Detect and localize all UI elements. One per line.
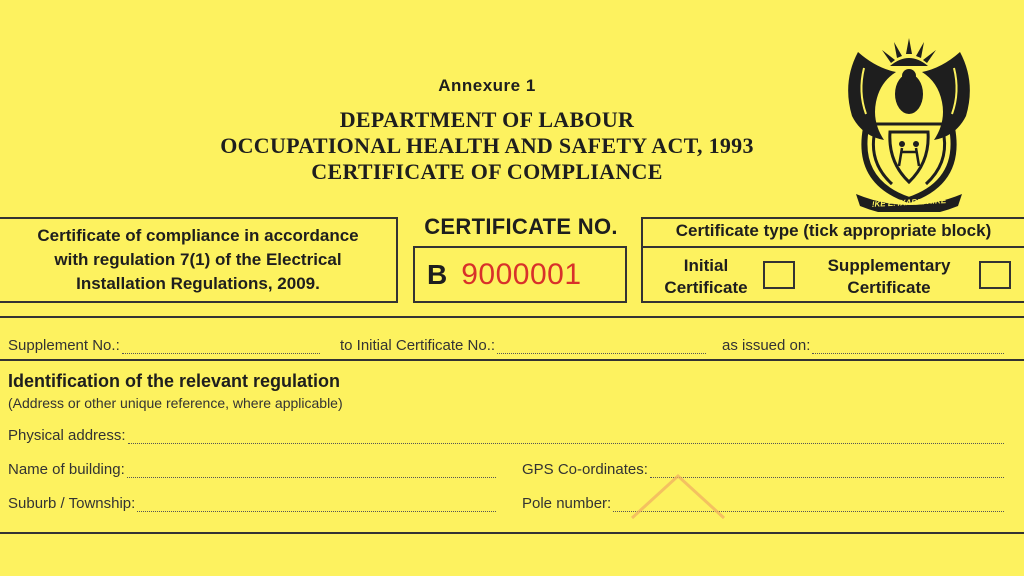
coat-of-arms-icon	[836, 32, 982, 212]
gps-coordinates-label: GPS Co-ordinates:	[522, 461, 648, 478]
compliance-line-1: Certificate of compliance in accordance	[37, 226, 359, 245]
compliance-line-2: with regulation 7(1) of the Electrical	[54, 250, 342, 269]
certificate-type-divider	[643, 246, 1024, 248]
certificate-number-label: CERTIFICATE NO.	[424, 214, 618, 239]
name-of-building-input[interactable]	[127, 465, 496, 478]
pole-number-label: Pole number:	[522, 495, 612, 512]
issued-on-label: as issued on:	[722, 337, 811, 354]
department-title: DEPARTMENT OF LABOUR	[339, 107, 635, 132]
initial-label-line-1: Initial	[683, 256, 729, 275]
compliance-line-3: Installation Regulations, 2009.	[76, 274, 320, 293]
initial-cert-no-input[interactable]	[497, 341, 706, 354]
certificate-type-title: Certificate type (tick appropriate block)	[675, 221, 992, 240]
initial-certificate-checkbox[interactable]	[763, 261, 795, 289]
initial-certificate-label	[651, 255, 761, 299]
initial-label-line-2: Certificate	[664, 278, 748, 297]
name-of-building-label: Name of building:	[8, 461, 125, 478]
supplementary-label-line-1: Supplementary	[827, 256, 951, 275]
physical-address-input[interactable]	[128, 431, 1004, 444]
identification-title: Identification of the relevant regulation	[8, 371, 341, 391]
pole-number-field	[522, 495, 1004, 512]
certificate-number-box	[413, 246, 627, 303]
physical-address-field	[8, 427, 1004, 444]
certificate-number: 9000001	[461, 257, 582, 291]
physical-address-label: Physical address:	[8, 427, 126, 444]
supplement-no-input[interactable]	[122, 341, 320, 354]
row-divider	[0, 359, 1024, 361]
issued-on-field	[722, 337, 1004, 354]
compliance-statement-box	[0, 217, 398, 303]
chevron-watermark-icon	[628, 470, 728, 522]
certificate-title: CERTIFICATE OF COMPLIANCE	[311, 159, 663, 184]
supplementary-label-line-2: Certificate	[847, 278, 931, 297]
certificate-prefix: B	[427, 258, 448, 290]
suburb-township-label: Suburb / Township:	[8, 495, 136, 512]
supplement-no-label: Supplement No.:	[8, 337, 120, 354]
initial-cert-no-label: to Initial Certificate No.:	[340, 337, 496, 354]
name-of-building-field	[8, 461, 496, 478]
supplementary-certificate-checkbox[interactable]	[979, 261, 1011, 289]
suburb-township-input[interactable]	[137, 499, 496, 512]
initial-cert-no-field	[340, 337, 706, 354]
supplement-no-field	[8, 337, 320, 354]
certificate-type-box	[641, 217, 1024, 303]
act-title: OCCUPATIONAL HEALTH AND SAFETY ACT, 1993	[220, 133, 754, 158]
supplementary-certificate-label	[823, 255, 955, 299]
issued-on-input[interactable]	[812, 341, 1004, 354]
annexure-label: Annexure 1	[438, 76, 536, 95]
coat-of-arms-motto: !KE E: /XARRA //KE	[871, 196, 947, 209]
gps-coordinates-field	[522, 461, 1004, 478]
suburb-township-field	[8, 495, 496, 512]
identification-subtitle: (Address or other unique reference, where applicable)	[8, 395, 343, 411]
